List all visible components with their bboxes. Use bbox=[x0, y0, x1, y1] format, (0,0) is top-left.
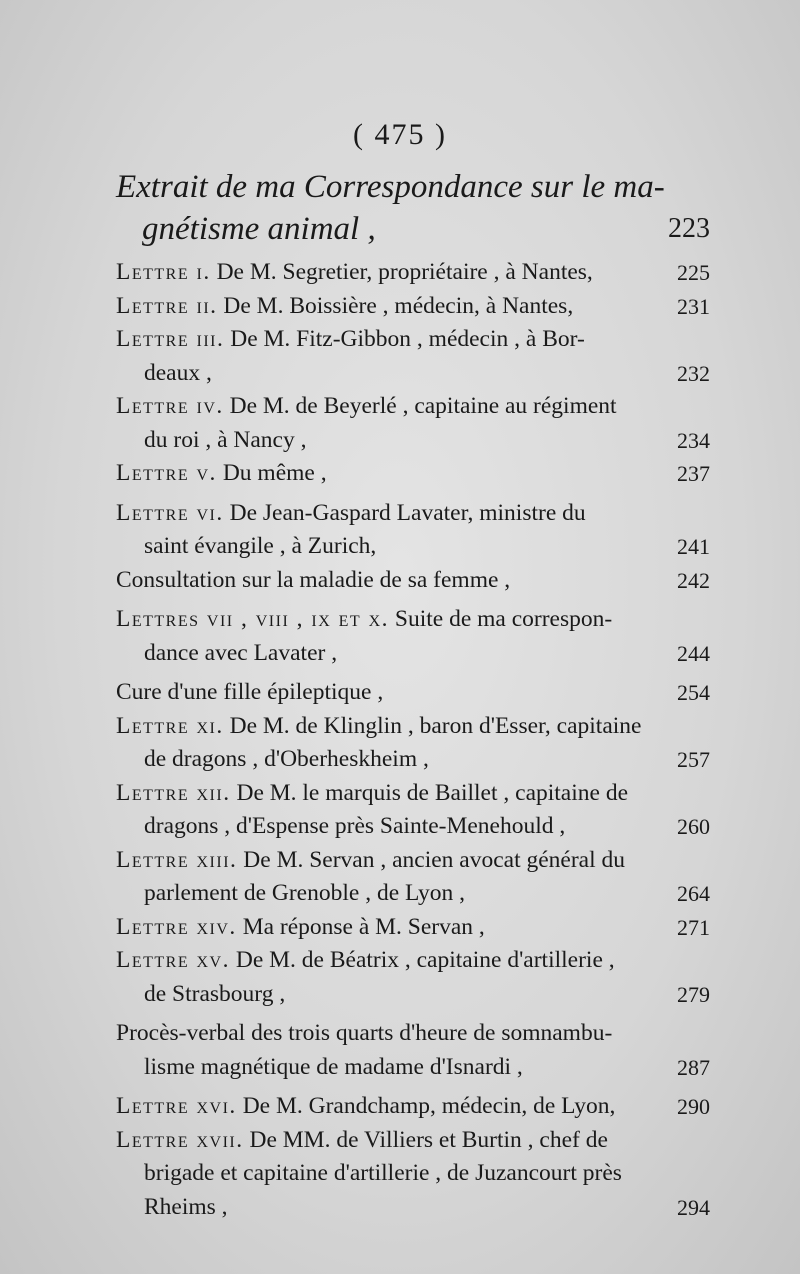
toc-entry-label: Lettre xiii. bbox=[116, 846, 238, 873]
toc-entry-line bbox=[116, 424, 710, 458]
toc-entry-text: Procès-verbal des trois quarts d'heure de somnambu- bbox=[116, 1020, 613, 1046]
toc-entry-label: Lettre xi. bbox=[116, 712, 224, 739]
toc-entry-page: 244 bbox=[677, 640, 710, 666]
toc-entry bbox=[116, 710, 710, 777]
toc-entry-text: De M. de Béatrix , capitaine d'artillerie , bbox=[235, 947, 615, 973]
toc-entry-line bbox=[116, 676, 710, 710]
toc-entry-text: De M. Grandchamp, médecin, de Lyon, bbox=[242, 1093, 616, 1119]
toc-entry-text: lisme magnétique de madame d'Isnardi , bbox=[144, 1053, 523, 1080]
toc-entry-text-wrap bbox=[144, 978, 285, 1012]
toc-entry-text-wrap bbox=[116, 457, 327, 491]
toc-entry bbox=[116, 290, 710, 324]
toc-entry-page: 279 bbox=[677, 981, 710, 1007]
toc-entry-line bbox=[116, 1090, 710, 1124]
toc-entry-text: deaux , bbox=[144, 359, 212, 386]
toc-entry-text: De M. le marquis de Baillet , capitaine de bbox=[236, 779, 629, 806]
toc-entry-label: Lettre xvi. bbox=[116, 1093, 237, 1119]
toc-entry-line bbox=[116, 844, 710, 878]
toc-entry-text: de dragons , d'Oberheskheim , bbox=[144, 746, 429, 772]
toc-entry bbox=[116, 497, 710, 564]
toc-entry-line bbox=[116, 256, 710, 290]
toc-entry-text: De M. Servan , ancien avocat général du bbox=[243, 846, 626, 873]
toc-entry-page: 294 bbox=[677, 1194, 710, 1220]
toc-entry-label: Lettre ii. bbox=[116, 292, 218, 319]
toc-entry-page: 271 bbox=[677, 914, 710, 940]
heading-line-1: Extrait de ma Correspondance sur le ma- bbox=[116, 169, 665, 205]
heading-page-ref: 223 bbox=[668, 213, 710, 244]
toc-entry-text: De M. Segretier, propriétaire , à Nantes, bbox=[216, 259, 593, 285]
toc-entry-line bbox=[116, 743, 710, 777]
heading-line-2-row bbox=[116, 208, 710, 250]
toc-entry-text: brigade et capitaine d'artillerie , de Juzancourt près bbox=[144, 1160, 622, 1186]
toc-entry-text: Rheims , bbox=[144, 1193, 228, 1220]
table-of-contents bbox=[116, 256, 710, 1224]
toc-entry-text-wrap bbox=[116, 390, 617, 424]
toc-entry-page: 264 bbox=[677, 881, 710, 906]
toc-entry-line bbox=[116, 323, 710, 357]
toc-entry-page: 290 bbox=[677, 1094, 710, 1119]
toc-entry-label: Lettre vi. bbox=[116, 499, 224, 526]
toc-entry-label: Lettres vii , viii , ix et x. bbox=[116, 606, 390, 632]
toc-entry-line bbox=[116, 457, 710, 491]
toc-entry-line bbox=[116, 1124, 710, 1158]
toc-entry bbox=[116, 1124, 710, 1225]
toc-entry-text-wrap bbox=[144, 1191, 228, 1225]
toc-entry-text-wrap bbox=[144, 877, 465, 911]
toc-entry-page: 232 bbox=[677, 360, 710, 386]
toc-entry-text-wrap bbox=[116, 290, 573, 324]
toc-entry-text: De M. de Klinglin , baron d'Esser, capitaine bbox=[229, 712, 642, 739]
toc-entry bbox=[116, 777, 710, 844]
toc-entry-label: Lettre iv. bbox=[116, 393, 224, 419]
toc-entry-text-wrap bbox=[144, 810, 565, 844]
toc-entry-text: De M. Fitz-Gibbon , médecin , à Bor- bbox=[230, 326, 585, 352]
toc-entry-label: Lettre v. bbox=[116, 460, 217, 486]
toc-entry-text: De Jean-Gaspard Lavater, ministre du bbox=[229, 499, 586, 526]
toc-entry-line bbox=[116, 530, 710, 564]
toc-entry-line bbox=[116, 944, 710, 978]
toc-entry-line bbox=[116, 564, 710, 598]
toc-entry-text: parlement de Grenoble , de Lyon , bbox=[144, 880, 466, 906]
toc-entry-line bbox=[116, 1051, 710, 1085]
toc-entry-line bbox=[116, 290, 710, 324]
toc-entry-line bbox=[116, 911, 710, 945]
toc-entry-text-wrap bbox=[116, 710, 641, 744]
toc-entry bbox=[116, 603, 710, 670]
toc-entry-page: 237 bbox=[677, 461, 710, 486]
toc-entry bbox=[116, 564, 710, 598]
toc-entry bbox=[116, 323, 710, 390]
toc-entry-text-wrap bbox=[116, 497, 586, 531]
toc-entry-text: Ma réponse à M. Servan , bbox=[242, 913, 485, 940]
toc-entry-page: 225 bbox=[677, 260, 710, 285]
section-heading bbox=[116, 166, 710, 250]
toc-entry-label: Lettre xiv. bbox=[116, 913, 237, 940]
toc-entry-text-wrap bbox=[116, 844, 625, 878]
toc-entry-page: 260 bbox=[677, 814, 710, 839]
toc-entry-line bbox=[116, 810, 710, 844]
toc-entry-text: Consultation sur la maladie de sa femme , bbox=[116, 566, 511, 593]
toc-entry-text-wrap bbox=[144, 530, 376, 564]
toc-entry-line bbox=[116, 497, 710, 531]
toc-entry-label: Lettre iii. bbox=[116, 326, 225, 352]
toc-entry-text: De M. de Beyerlé , capitaine au régiment bbox=[229, 393, 617, 419]
toc-entry-text: du roi , à Nancy , bbox=[144, 426, 307, 453]
toc-entry-page: 257 bbox=[677, 747, 710, 772]
toc-entry-text-wrap bbox=[116, 1124, 608, 1158]
toc-entry-page: 242 bbox=[677, 567, 710, 593]
toc-entry-line bbox=[116, 710, 710, 744]
toc-entry-line bbox=[116, 877, 710, 911]
toc-entry-text-wrap bbox=[116, 1017, 612, 1051]
toc-entry-text-wrap bbox=[144, 743, 429, 777]
toc-entry-text: dragons , d'Espense près Sainte-Menehould , bbox=[144, 813, 566, 839]
toc-entry bbox=[116, 457, 710, 491]
toc-entry-page: 234 bbox=[677, 427, 710, 453]
toc-entry-text-wrap bbox=[144, 1051, 523, 1085]
toc-entry-text-wrap bbox=[144, 1157, 622, 1191]
toc-entry-text: Suite de ma correspon- bbox=[394, 606, 613, 632]
toc-entry-line bbox=[116, 357, 710, 391]
toc-entry-text-wrap bbox=[116, 323, 585, 357]
toc-entry-text-wrap bbox=[116, 603, 612, 637]
toc-entry bbox=[116, 844, 710, 911]
toc-entry-line bbox=[116, 1017, 710, 1051]
toc-entry-line bbox=[116, 978, 710, 1012]
toc-entry-text-wrap bbox=[144, 637, 337, 671]
toc-entry-line bbox=[116, 1191, 710, 1225]
toc-entry bbox=[116, 676, 710, 710]
toc-entry-line bbox=[116, 1157, 710, 1191]
toc-entry-page: 241 bbox=[677, 534, 710, 559]
toc-entry bbox=[116, 1017, 710, 1084]
toc-entry-text: dance avec Lavater , bbox=[144, 639, 338, 666]
toc-entry-text-wrap bbox=[116, 911, 485, 945]
toc-entry bbox=[116, 1090, 710, 1124]
toc-entry-label: Lettre i. bbox=[116, 259, 211, 285]
toc-entry-text-wrap bbox=[144, 424, 307, 458]
toc-entry-text: De MM. de Villiers et Burtin , chef de bbox=[249, 1126, 608, 1153]
page-number: ( 475 ) bbox=[353, 118, 447, 151]
toc-entry-line bbox=[116, 603, 710, 637]
heading-line-2: gnétisme animal , bbox=[142, 211, 376, 247]
toc-entry-line bbox=[116, 390, 710, 424]
toc-entry-text-wrap bbox=[116, 944, 615, 978]
toc-entry-label: Lettre xii. bbox=[116, 779, 231, 806]
toc-entry bbox=[116, 256, 710, 290]
toc-entry-text: Du même , bbox=[222, 460, 327, 486]
toc-entry bbox=[116, 390, 710, 457]
toc-entry-text-wrap bbox=[116, 777, 628, 811]
toc-entry-text: de Strasbourg , bbox=[144, 980, 286, 1007]
toc-entry-page: 254 bbox=[677, 680, 710, 705]
toc-entry-text: De M. Boissière , médecin, à Nantes, bbox=[223, 292, 574, 319]
toc-entry-text-wrap bbox=[116, 564, 510, 598]
toc-entry-page: 287 bbox=[677, 1054, 710, 1080]
toc-entry-line bbox=[116, 637, 710, 671]
toc-entry-text-wrap bbox=[116, 1090, 615, 1124]
toc-entry bbox=[116, 911, 710, 945]
toc-entry-line bbox=[116, 777, 710, 811]
toc-entry-label: Lettre xv. bbox=[116, 947, 230, 973]
toc-entry-text-wrap bbox=[116, 256, 593, 290]
toc-entry-text: saint évangile , à Zurich, bbox=[144, 533, 377, 559]
toc-entry-text-wrap bbox=[144, 357, 212, 391]
toc-entry-text-wrap bbox=[116, 676, 383, 710]
toc-entry-text: Cure d'une fille épileptique , bbox=[116, 679, 384, 705]
toc-entry-page: 231 bbox=[677, 293, 710, 319]
toc-entry bbox=[116, 944, 710, 1011]
toc-entry-label: Lettre xvii. bbox=[116, 1126, 244, 1153]
